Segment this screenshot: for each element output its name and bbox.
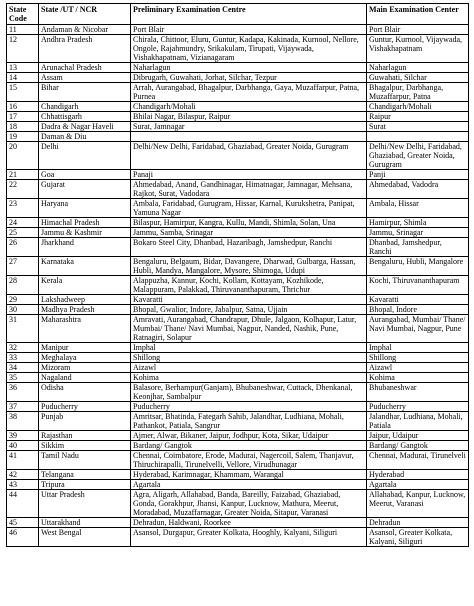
cell-main-centres: Dhanbad, Jamshedpur, Ranchi xyxy=(367,238,469,257)
cell-state-name: Maharashtra xyxy=(39,315,131,343)
table-row xyxy=(7,305,469,315)
cell-state-code: 20 xyxy=(7,142,39,170)
table-row xyxy=(7,25,469,35)
cell-state-name: Bihar xyxy=(39,83,131,102)
cell-preliminary-centres: Kohima xyxy=(131,373,367,383)
table-row xyxy=(7,218,469,228)
cell-preliminary-centres: Chirala, Chittoor, Eluru, Guntur, Kadapa, Kakinada, Kurnool, Nellore, Ongole, Rajahmundry, Srikakulam, Tirupati, Vijaywada, Vishakhapatnam, Vizianagaram xyxy=(131,35,367,63)
cell-state-code: 43 xyxy=(7,480,39,490)
cell-preliminary-centres: Imphal xyxy=(131,343,367,353)
cell-state-code: 44 xyxy=(7,490,39,518)
table-row xyxy=(7,257,469,276)
cell-preliminary-centres: Kavaratti xyxy=(131,295,367,305)
cell-preliminary-centres: Arrah, Aurangabad, Bhagalpur, Darbhanga, Gaya, Muzaffarpur, Patna, Purnea xyxy=(131,83,367,102)
cell-state-code: 16 xyxy=(7,102,39,112)
cell-preliminary-centres: Agra, Aligarh, Allahabad, Banda, Bareilly, Faizabad, Ghaziabad, Gonda, Gorakhpur, Jhansi, Kanpur, Lucknow, Mathura, Meerut, Moradabad, Muzaffarnagar, Greater Noida, Sitapur, Varanasi xyxy=(131,490,367,518)
cell-main-centres: Bhubaneshwar xyxy=(367,383,469,402)
cell-state-name: Chandigarh xyxy=(39,102,131,112)
cell-state-name: Chhattisgarh xyxy=(39,112,131,122)
header-state-code: State Code xyxy=(7,4,39,25)
exam-centre-table-container xyxy=(6,3,468,547)
cell-main-centres: Kohima xyxy=(367,373,469,383)
cell-main-centres: Jammu, Srinagar xyxy=(367,228,469,238)
cell-main-centres: Panji xyxy=(367,170,469,180)
cell-state-name: Nagaland xyxy=(39,373,131,383)
table-row xyxy=(7,343,469,353)
cell-preliminary-centres: Balasore, Berhampur(Ganjam), Bhubaneshwar, Cuttack, Dhenkanal, Keonjhar, Sambalpur xyxy=(131,383,367,402)
cell-state-code: 25 xyxy=(7,228,39,238)
cell-state-code: 29 xyxy=(7,295,39,305)
cell-main-centres: Shillong xyxy=(367,353,469,363)
cell-state-code: 31 xyxy=(7,315,39,343)
table-row xyxy=(7,170,469,180)
header-main-centre: Main Examination Center xyxy=(367,4,469,25)
cell-state-name: Lakshadweep xyxy=(39,295,131,305)
cell-main-centres: Kavaratti xyxy=(367,295,469,305)
cell-preliminary-centres: Aizawl xyxy=(131,363,367,373)
table-row xyxy=(7,402,469,412)
cell-state-code: 27 xyxy=(7,257,39,276)
cell-state-code: 24 xyxy=(7,218,39,228)
cell-state-code: 13 xyxy=(7,63,39,73)
cell-state-code: 46 xyxy=(7,528,39,547)
cell-state-name: Andaman & Nicobar xyxy=(39,25,131,35)
cell-preliminary-centres: Bokaro Steel City, Dhanbad, Hazaribagh, Jamshedpur, Ranchi xyxy=(131,238,367,257)
cell-state-name: Rajasthan xyxy=(39,431,131,441)
cell-state-code: 19 xyxy=(7,132,39,142)
cell-preliminary-centres: Puducherry xyxy=(131,402,367,412)
cell-state-name: Mizoram xyxy=(39,363,131,373)
cell-state-name: Daman & Diu xyxy=(39,132,131,142)
cell-state-code: 21 xyxy=(7,170,39,180)
cell-main-centres: Bengaluru, Hubli, Mangalore xyxy=(367,257,469,276)
cell-state-name: Kerala xyxy=(39,276,131,295)
cell-state-name: Assam xyxy=(39,73,131,83)
cell-state-name: Gujarat xyxy=(39,180,131,199)
table-row xyxy=(7,238,469,257)
table-row xyxy=(7,295,469,305)
cell-state-name: Sikkim xyxy=(39,441,131,451)
table-row xyxy=(7,490,469,518)
cell-main-centres xyxy=(367,132,469,142)
cell-preliminary-centres: Chennai, Coimbatore, Erode, Madurai, Nagercoil, Salem, Thanjavur, Thiruchirapalli, Tirunelvelli, Vellore, Virudhunagar xyxy=(131,451,367,470)
cell-state-name: Telangana xyxy=(39,470,131,480)
table-row xyxy=(7,412,469,431)
cell-preliminary-centres: Alappuzha, Kannur, Kochi, Kollam, Kottayam, Kozhikode, Malappuram, Palakkad, Thiruvananthapuram, Thrichur xyxy=(131,276,367,295)
cell-state-code: 30 xyxy=(7,305,39,315)
table-row xyxy=(7,112,469,122)
cell-main-centres: Bardang/ Gangtok xyxy=(367,441,469,451)
cell-state-name: Delhi xyxy=(39,142,131,170)
cell-main-centres: Raipur xyxy=(367,112,469,122)
cell-preliminary-centres: Shillong xyxy=(131,353,367,363)
cell-state-name: Punjab xyxy=(39,412,131,431)
table-row xyxy=(7,480,469,490)
cell-state-code: 22 xyxy=(7,180,39,199)
table-row xyxy=(7,142,469,170)
cell-main-centres: Kochi, Thiruvananthapuram xyxy=(367,276,469,295)
cell-state-code: 36 xyxy=(7,383,39,402)
cell-main-centres: Agartala xyxy=(367,480,469,490)
table-row xyxy=(7,373,469,383)
cell-state-code: 26 xyxy=(7,238,39,257)
cell-state-code: 42 xyxy=(7,470,39,480)
cell-preliminary-centres: Bilaspur, Hamirpur, Kangra, Kullu, Mandi, Shimla, Solan, Una xyxy=(131,218,367,228)
cell-state-code: 34 xyxy=(7,363,39,373)
cell-preliminary-centres: Bardang/ Gangtok xyxy=(131,441,367,451)
cell-state-code: 15 xyxy=(7,83,39,102)
cell-state-code: 45 xyxy=(7,518,39,528)
table-row xyxy=(7,528,469,547)
table-row xyxy=(7,353,469,363)
cell-preliminary-centres: Ahmedabad, Anand, Gandhinagar, Himatnagar, Jamnagar, Mehsana, Rajkot, Surat, Vadodara xyxy=(131,180,367,199)
cell-main-centres: Ahmedabad, Vadodra xyxy=(367,180,469,199)
cell-preliminary-centres: Amravati, Aurangabad, Chandrapur, Dhule, Jalgaon, Kolhapur, Latur, Mumbai/ Thane/ Navi Mumbai, Nagpur, Nanded, Nashik, Pune, Ratnagiri, Solapur xyxy=(131,315,367,343)
cell-main-centres: Port Blair xyxy=(367,25,469,35)
cell-state-code: 37 xyxy=(7,402,39,412)
cell-state-name: Arunachal Pradesh xyxy=(39,63,131,73)
cell-state-code: 23 xyxy=(7,199,39,218)
cell-main-centres: Bhagalpur, Darbhanga, Muzaffarpur, Patna xyxy=(367,83,469,102)
cell-state-name: Jharkhand xyxy=(39,238,131,257)
cell-preliminary-centres: Ajmer, Alwar, Bikaner, Jaipur, Jodhpur, Kota, Sikar, Udaipur xyxy=(131,431,367,441)
cell-preliminary-centres: Surat, Jamnagar xyxy=(131,122,367,132)
table-row xyxy=(7,315,469,343)
cell-state-code: 39 xyxy=(7,431,39,441)
table-row xyxy=(7,122,469,132)
cell-state-code: 17 xyxy=(7,112,39,122)
cell-state-name: Jammu & Kashmir xyxy=(39,228,131,238)
table-row xyxy=(7,470,469,480)
cell-state-name: Odisha xyxy=(39,383,131,402)
cell-state-code: 41 xyxy=(7,451,39,470)
table-row xyxy=(7,363,469,373)
cell-state-name: Manipur xyxy=(39,343,131,353)
table-row xyxy=(7,518,469,528)
cell-main-centres: Hyderabad xyxy=(367,470,469,480)
cell-preliminary-centres: Dehradun, Haldwani, Roorkee xyxy=(131,518,367,528)
table-row xyxy=(7,441,469,451)
table-row xyxy=(7,180,469,199)
table-row xyxy=(7,35,469,63)
table-row xyxy=(7,83,469,102)
cell-main-centres: Jalandhar, Ludhiana, Mohali, Patiala xyxy=(367,412,469,431)
cell-state-code: 11 xyxy=(7,25,39,35)
cell-main-centres: Allahabad, Kanpur, Lucknow, Meerut, Varanasi xyxy=(367,490,469,518)
cell-main-centres: Asansol, Greater Kolkata, Kalyani, Siliguri xyxy=(367,528,469,547)
cell-preliminary-centres: Bhilai Nagar, Bilaspur, Raipur xyxy=(131,112,367,122)
table-header-row xyxy=(7,4,469,25)
cell-preliminary-centres: Delhi/New Delhi, Faridabad, Ghaziabad, Greater Noida, Gurugram xyxy=(131,142,367,170)
table-row xyxy=(7,276,469,295)
cell-state-code: 35 xyxy=(7,373,39,383)
cell-state-name: Tamil Nadu xyxy=(39,451,131,470)
cell-preliminary-centres: Jammu, Samba, Srinagar xyxy=(131,228,367,238)
table-row xyxy=(7,73,469,83)
cell-state-name: Dadra & Nagar Haveli xyxy=(39,122,131,132)
cell-preliminary-centres: Hyderabad, Karimnagar, Khammam, Warangal xyxy=(131,470,367,480)
cell-state-name: Karnataka xyxy=(39,257,131,276)
cell-state-name: Uttarakhand xyxy=(39,518,131,528)
cell-state-name: West Bengal xyxy=(39,528,131,547)
cell-main-centres: Guntur, Kurnool, Vijaywada, Vishakhapatnam xyxy=(367,35,469,63)
cell-main-centres: Surat xyxy=(367,122,469,132)
cell-state-name: Puducherry xyxy=(39,402,131,412)
cell-main-centres: Chandigarh/Mohali xyxy=(367,102,469,112)
cell-state-code: 18 xyxy=(7,122,39,132)
cell-state-name: Goa xyxy=(39,170,131,180)
cell-main-centres: Aizawl xyxy=(367,363,469,373)
table-row xyxy=(7,431,469,441)
exam-centre-table xyxy=(6,3,469,547)
cell-main-centres: Chennai, Madurai, Tirunelveli xyxy=(367,451,469,470)
cell-state-name: Tripura xyxy=(39,480,131,490)
cell-main-centres: Hamirpur, Shimla xyxy=(367,218,469,228)
table-row xyxy=(7,451,469,470)
cell-main-centres: Delhi/New Delhi, Faridabad, Ghaziabad, Greater Noida, Gurugram xyxy=(367,142,469,170)
cell-preliminary-centres: Agartala xyxy=(131,480,367,490)
cell-state-code: 28 xyxy=(7,276,39,295)
cell-preliminary-centres: Bengaluru, Belgaum, Bidar, Davangere, Dharwad, Gulbarga, Hassan, Hubli, Mandya, Mangalore, Mysore, Shimoga, Udupi xyxy=(131,257,367,276)
table-body xyxy=(7,25,469,547)
cell-preliminary-centres: Naharlagun xyxy=(131,63,367,73)
cell-state-code: 40 xyxy=(7,441,39,451)
cell-state-name: Himachal Pradesh xyxy=(39,218,131,228)
cell-preliminary-centres: Bhopal, Gwalior, Indore, Jabalpur, Satna, Ujjain xyxy=(131,305,367,315)
cell-main-centres: Imphal xyxy=(367,343,469,353)
cell-preliminary-centres: Amritsar, Bhatinda, Fategarh Sahib, Jalandhar, Ludhiana, Mohali, Pathankot, Patiala, Sangrur xyxy=(131,412,367,431)
cell-main-centres: Bhopal, Indore xyxy=(367,305,469,315)
cell-state-name: Haryana xyxy=(39,199,131,218)
cell-preliminary-centres: Port Blair xyxy=(131,25,367,35)
cell-state-code: 33 xyxy=(7,353,39,363)
cell-preliminary-centres xyxy=(131,132,367,142)
cell-preliminary-centres: Dibrugarh, Guwahati, Jorhat, Silchar, Tezpur xyxy=(131,73,367,83)
cell-main-centres: Guwahati, Silchar xyxy=(367,73,469,83)
cell-main-centres: Puducherry xyxy=(367,402,469,412)
cell-state-name: Meghalaya xyxy=(39,353,131,363)
header-preliminary-centre: Preliminary Examination Centre xyxy=(131,4,367,25)
header-state-ut-ncr: State /UT / NCR xyxy=(39,4,131,25)
table-row xyxy=(7,199,469,218)
table-row xyxy=(7,132,469,142)
cell-state-code: 38 xyxy=(7,412,39,431)
cell-main-centres: Naharlagun xyxy=(367,63,469,73)
table-row xyxy=(7,63,469,73)
cell-preliminary-centres: Asansol, Durgapur, Greater Kolkata, Hooghly, Kalyani, Siliguri xyxy=(131,528,367,547)
cell-main-centres: Jaipur, Udaipur xyxy=(367,431,469,441)
cell-state-name: Andhra Pradesh xyxy=(39,35,131,63)
cell-preliminary-centres: Panaji xyxy=(131,170,367,180)
cell-state-name: Madhya Pradesh xyxy=(39,305,131,315)
cell-main-centres: Aurangabad, Mumbai/ Thane/ Navi Mumbai, Nagpur, Pune xyxy=(367,315,469,343)
cell-state-code: 12 xyxy=(7,35,39,63)
cell-main-centres: Dehradun xyxy=(367,518,469,528)
table-row xyxy=(7,383,469,402)
cell-state-code: 32 xyxy=(7,343,39,353)
table-row xyxy=(7,228,469,238)
cell-state-code: 14 xyxy=(7,73,39,83)
cell-preliminary-centres: Ambala, Faridabad, Gurugram, Hissar, Karnal, Kurukshetra, Panipat, Yamuna Nagar xyxy=(131,199,367,218)
cell-preliminary-centres: Chandigarh/Mohali xyxy=(131,102,367,112)
cell-main-centres: Ambala, Hissar xyxy=(367,199,469,218)
cell-state-name: Uttar Pradesh xyxy=(39,490,131,518)
table-row xyxy=(7,102,469,112)
